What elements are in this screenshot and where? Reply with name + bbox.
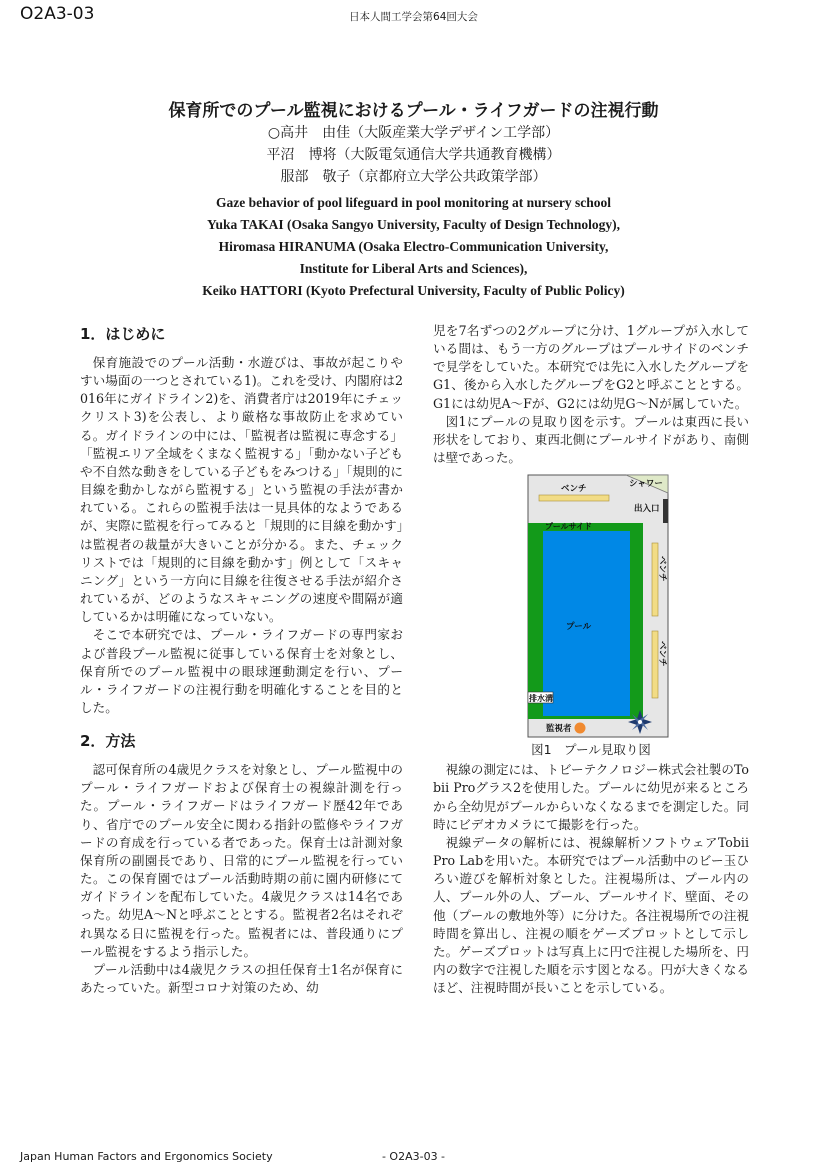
bench-top — [539, 495, 609, 501]
title-en: Gaze behavior of pool lifeguard in pool monitoring at nursery school — [215, 195, 611, 210]
method-paragraph-5: 視線データの解析には、視線解析ソフトウェアTobii Pro Labを用いた。本研究ではプール活動中のビー玉ひろい遊びを解析対象とした。注視場所は、プール内の人、プール外の人、プール、プールサイド、壁面、その他（プールの敷地外等）に分けた。各注視場所での注視時間を算出し、注視の順をゲーズプロットとして示した。ゲーズプロットは写真上に円で注視した場所を、円内の数字で注視した順を示す図となる。円が大きくなるほど、注視時間が長いことを示している。 — [433, 834, 749, 996]
entrance-door — [663, 499, 668, 523]
author-jp-2: 平沼 博将（大阪電気通信大学共通教育機構） — [266, 147, 561, 163]
author-jp-1: ○高井 由佳（大阪産業大学デザイン工学部） — [267, 125, 560, 141]
entrance-label: 出入口 — [634, 504, 660, 515]
conference-name: 日本人間工学会第64回大会 — [349, 11, 478, 23]
author-en-3: Institute for Liberal Arts and Sciences), — [299, 261, 528, 276]
footer-society: Japan Human Factors and Ergonomics Society — [20, 1150, 273, 1163]
pool-layout-diagram — [433, 471, 749, 761]
poolside-label: プールサイド — [545, 522, 593, 532]
author-jp-3: 服部 敬子（京都府立大学公共政策学部） — [280, 169, 547, 185]
section-heading-intro: 1．はじめに — [80, 325, 166, 343]
page-title: 保育所でのプール監視におけるプール・ライフガードの注視行動 — [168, 101, 659, 121]
pool-layout-figure — [433, 471, 749, 761]
left-column — [80, 322, 403, 997]
bench-top-label: ベンチ — [561, 484, 587, 495]
section-heading-method: 2．方法 — [80, 732, 136, 751]
method-paragraph-2: プール活動中は4歳児クラスの担任保育士1名が保育にあたっていた。新型コロナ対策のため、幼 — [80, 961, 403, 995]
drain-label: 排水溝 — [529, 694, 553, 704]
method-paragraph-1: 認可保育所の4歳児クラスを対象とし、プール監視中のプール・ライフガードおよび保育士の視線計測を行った。プール・ライフガードはライフガード歴42年であり、省庁でのプール安全に関わる指針の監修やライフガードの育成を行っている者であった。保育士は計測対象保育所の副園長であり、日常的にプール監視を行っていた。この保育園ではプール活動時期の前に園内研修にてガイドラインを配布していた。4歳児クラスは14名であった。幼児A〜Nと呼ぶこととする。監視者2名はそれぞれ異なる日に監視を行った。監視者には、普段通りにプール監視をするよう指示した。 — [80, 762, 403, 959]
bench-right-1-label: ベンチ — [657, 556, 667, 582]
author-en-1: Yuka TAKAI (Osaka Sangyo University, Faculty of Design Technology), — [206, 217, 621, 232]
monitor-label: 監視者 — [546, 724, 572, 735]
paper-id: O2A3-03 — [20, 4, 95, 24]
method-paragraph-2-continued: 児を7名ずつの2グループに分け、1グループが入水している間は、もう一方のグループはプールサイドのベンチで見学をしていた。本研究では先に入水したグループをG1、後から入水したグループをG2と呼ぶこととする。G1には幼児A〜Fが、G2には幼児G〜Nが属していた。 — [433, 323, 749, 411]
footer-page: - O2A3-03 - — [381, 1150, 446, 1163]
pool-label: プール — [566, 622, 592, 633]
intro-paragraph-2: そこで本研究では、プール・ライフガードの専門家および普段プール監視に従事している保育士を対象とし、保育所でのプール監視中の眼球運動測定を行い、プール・ライフガードの注視行動を明確化することを目的とした。 — [80, 627, 403, 715]
right-column — [433, 322, 749, 997]
figure-caption: 図1 プール見取り図 — [531, 742, 651, 758]
author-en-2: Hiromasa HIRANUMA (Osaka Electro-Communication University, — [218, 239, 609, 254]
title-block — [0, 100, 827, 302]
method-paragraph-4: 視線の測定には、トビーテクノロジー株式会社製のTobii Proグラス2を使用した。プールに幼児が来るところから全幼児がプールからいなくなるまでを測定した。同時にビデオカメラにて撮影を行った。 — [433, 762, 749, 832]
monitor-marker — [575, 723, 586, 734]
bench-right-2-label: ベンチ — [657, 641, 667, 667]
author-en-4: Keiko HATTORI (Kyoto Prefectural University, Faculty of Public Policy) — [202, 283, 625, 298]
shower-label: シャワー — [629, 479, 663, 490]
intro-paragraph-1: 保育施設でのプール活動・水遊びは、事故が起こりやすい場面の一つとされている1)。これを受け、内閣府は2016年にガイドライン2)を、消費者庁は2019年にチェックリスト3)を公表し、より厳格な事故防止を求めている。ガイドラインの中には、「監視者は監視に専念する」「監視エリア全域をくまなく監視する」「動かない子どもや不自然な動きをしている子どもをみつける」「規則的に目線を動かしながら監視する」という監視の手法が書かれている。これらの監視手法は一見具体的なようであるが、実際に監視を行ってみると「規則的に目線を動かす」は監視者の裁量が大きいことが分かる。また、チェックリストでは「規則的に目線を動かす」例として「スキャニング」という一方向に目線を往復させる手法が紹介されているが、どのようなスキャニングの速度や間隔が適しているかは明確になっていない。 — [80, 355, 403, 625]
method-paragraph-3: 図1にプールの見取り図を示す。プールは東西に長い形状をしており、東西北側にプールサイドがあり、南側は壁であった。 — [433, 413, 749, 466]
